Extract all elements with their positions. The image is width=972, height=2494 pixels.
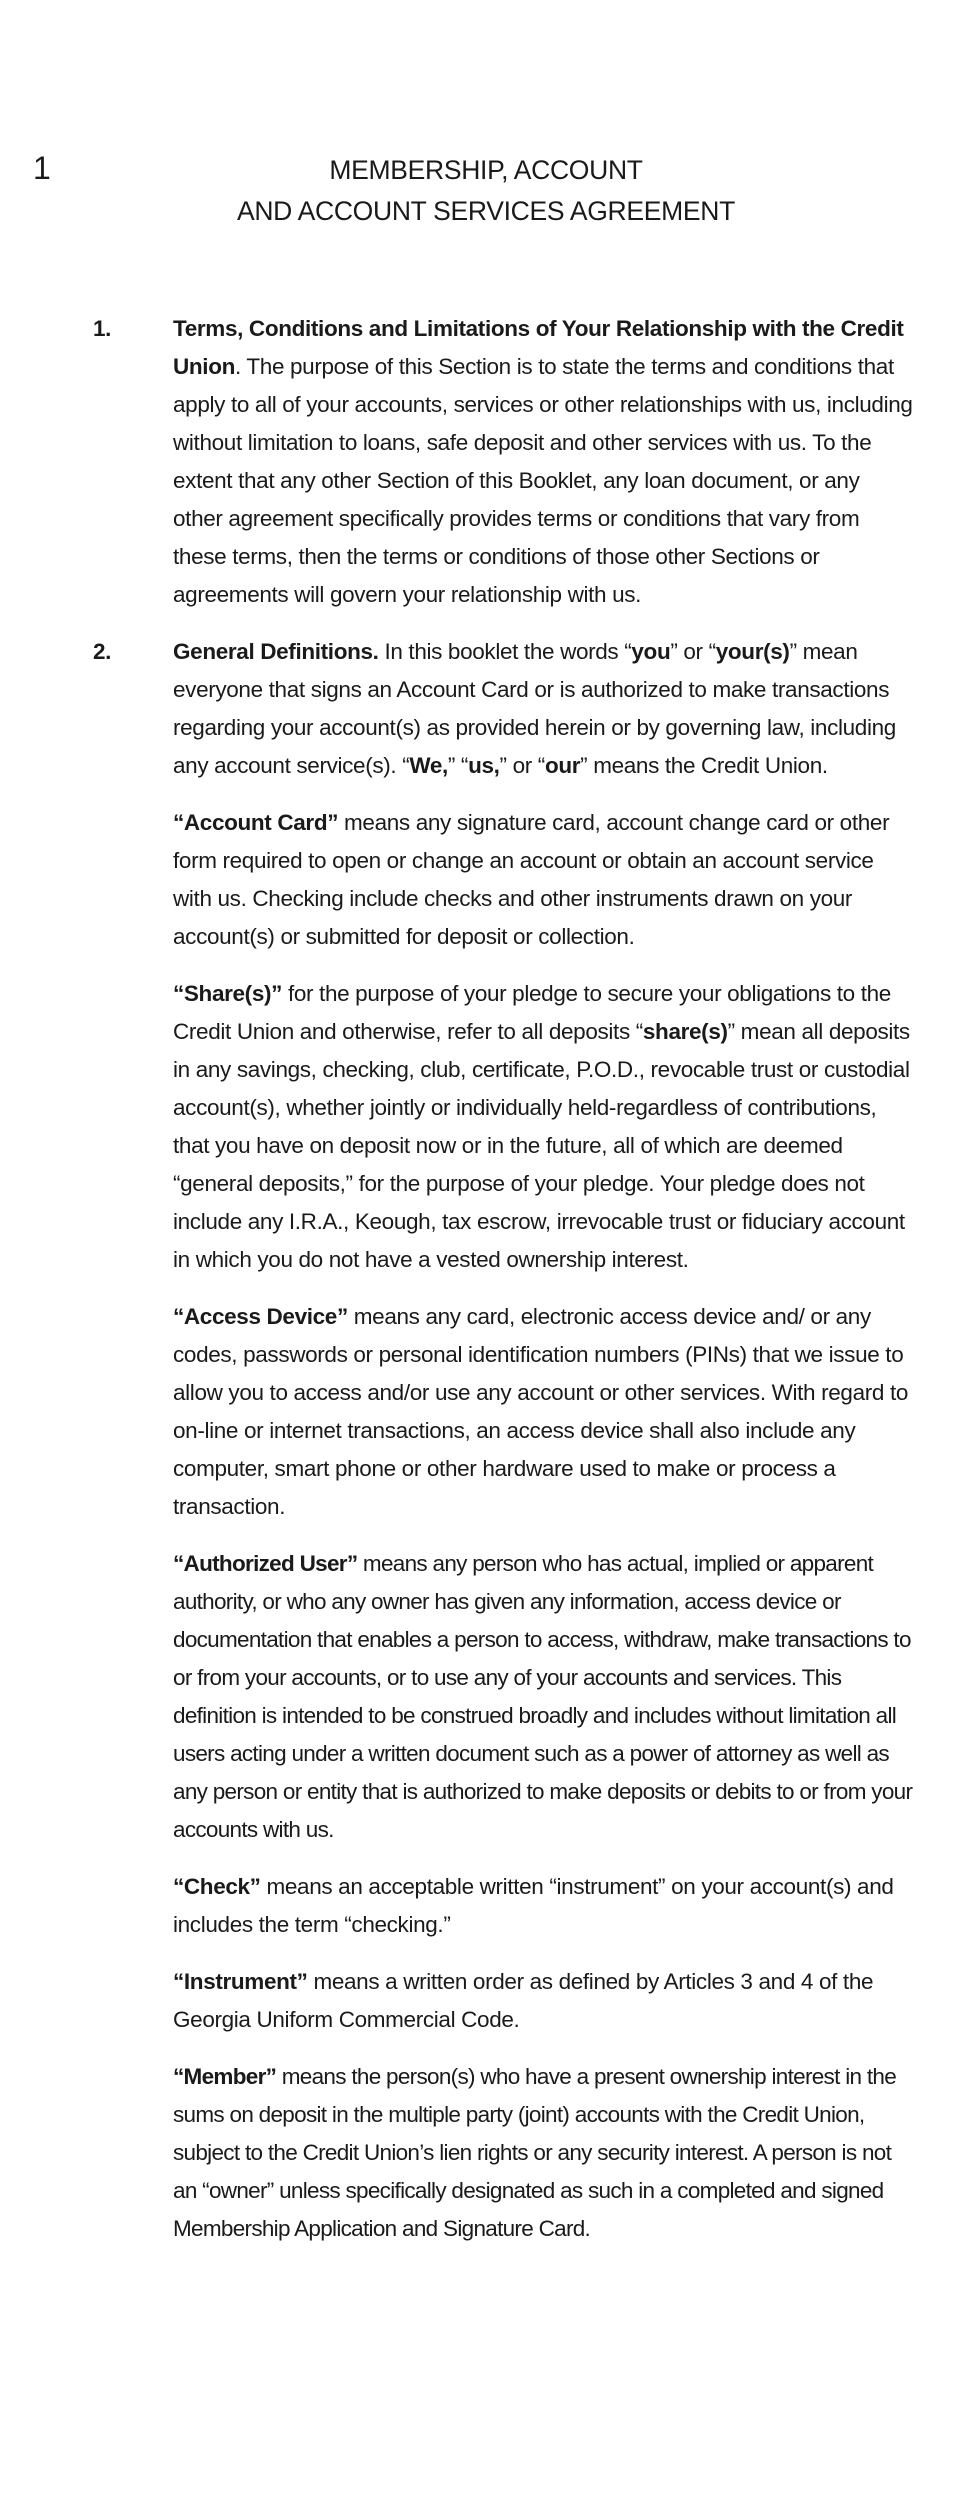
title-line-1: MEMBERSHIP, ACCOUNT — [329, 155, 643, 185]
definition-term-inline: share(s) — [642, 1019, 728, 1044]
section-text: In this booklet the words “ — [378, 639, 632, 664]
definition-account-card — [173, 804, 913, 956]
section-text: ” mean everyone that signs an Account Card or is authorized to make transactions regarding your account(s) as provided herein or by governing law, including any account service(s). “ — [173, 639, 896, 778]
definition-term: “Member” — [173, 2064, 277, 2089]
section-number: 1. — [93, 316, 112, 341]
defined-word-we: We, — [409, 753, 448, 778]
definition-term: “Authorized User” — [173, 1551, 358, 1576]
section-text: ” or “ — [670, 639, 716, 664]
defined-word-yours: your(s) — [715, 639, 790, 664]
document-body — [93, 310, 913, 2267]
definition-text: means any person who has actual, implied or apparent authority, or who any owner has given any information, access device or documentation that enables a person to access, withdraw, make transactions to or from your accounts, or to use any of your accounts and services. This definition is intended to be construed broadly and includes without limitation all users acting under a written document such as a power of attorney as well as any person or entity that is authorized to make deposits or debits to or from your accounts with us. — [173, 1551, 913, 1842]
definition-text: means a written order as defined by Articles 3 and 4 of the Georgia Uniform Commercial Code. — [173, 1969, 874, 2032]
definition-text: for the purpose of your pledge to secure your obligations to the Credit Union and otherwise, refer to all deposits “ — [173, 981, 891, 1044]
defined-word-us: us, — [468, 753, 500, 778]
document-title — [0, 150, 972, 232]
section-text: . The purpose of this Section is to state the terms and conditions that apply to all of your accounts, services or other relationships with us, including without limitation to loans, safe deposit and other services with us. To the extent that any other Section of this Booklet, any loan document, or any other agreement specifically provides terms or conditions that vary from these terms, then the terms or conditions of those other Sections or agreements will govern your relationship with us. — [173, 354, 913, 607]
section-text: ” means the Credit Union. — [580, 753, 828, 778]
definition-instrument — [173, 1963, 913, 2039]
definition-term: “Account Card” — [173, 810, 339, 835]
definition-text: means any card, electronic access device and/ or any codes, passwords or personal identification numbers (PINs) that we issue to allow you to access and/or use any account or other services. With regard to on-line or internet transactions, an access device shall also include any computer, smart phone or other hardware used to make or process a transaction. — [173, 1304, 909, 1519]
section-heading: Terms, Conditions and Limitations of Your Relationship with the Credit Union — [173, 316, 904, 379]
definition-text: means the person(s) who have a present ownership interest in the sums on deposit in the multiple party (joint) accounts with the Credit Union, subject to the Credit Union’s lien rights or any security interest. A person is not an “owner” unless specifically designated as such in a completed and signed Membership Application and Signature Card. — [173, 2064, 897, 2241]
definition-shares — [173, 975, 913, 1279]
definition-term: “Access Device” — [173, 1304, 348, 1329]
section-text: ” “ — [447, 753, 469, 778]
definition-text: ” mean all deposits in any savings, checking, club, certificate, P.O.D., revocable trust or custodial account(s), whether jointly or individually held-regardless of contributions, that you have on deposit now or in the future, all of which are deemed “general deposits,” for the purpose of your pledge. Your pledge does not include any I.R.A., Keough, tax escrow, irrevocable trust or fiduciary account in which you do not have a vested ownership interest. — [173, 1019, 910, 1272]
page-number: 1 — [33, 150, 51, 186]
section-paragraph — [173, 310, 913, 614]
definition-term: “Check” — [173, 1874, 261, 1899]
section-paragraph — [173, 633, 913, 785]
section-1 — [93, 310, 913, 614]
title-line-2: AND ACCOUNT SERVICES AGREEMENT — [236, 196, 736, 226]
section-number: 2. — [93, 639, 112, 664]
section-2 — [93, 633, 913, 785]
definition-authorized-user — [173, 1545, 913, 1849]
definition-access-device — [173, 1298, 913, 1526]
defined-word-our: our — [544, 753, 581, 778]
section-text: ” or “ — [499, 753, 545, 778]
definition-check — [173, 1868, 913, 1944]
section-heading: General Definitions. — [173, 639, 379, 664]
defined-word-you: you — [631, 639, 671, 664]
definition-member — [173, 2058, 913, 2248]
definition-term: “Share(s)” — [173, 981, 283, 1006]
definition-term: “Instrument” — [173, 1969, 308, 1994]
definition-text: means any signature card, account change card or other form required to open or change an account or obtain an account service with us. Checking include checks and other instruments drawn on your account(s) or submitted for deposit or collection. — [173, 810, 890, 949]
definition-text: means an acceptable written “instrument” on your account(s) and includes the term “checking.” — [173, 1874, 894, 1937]
